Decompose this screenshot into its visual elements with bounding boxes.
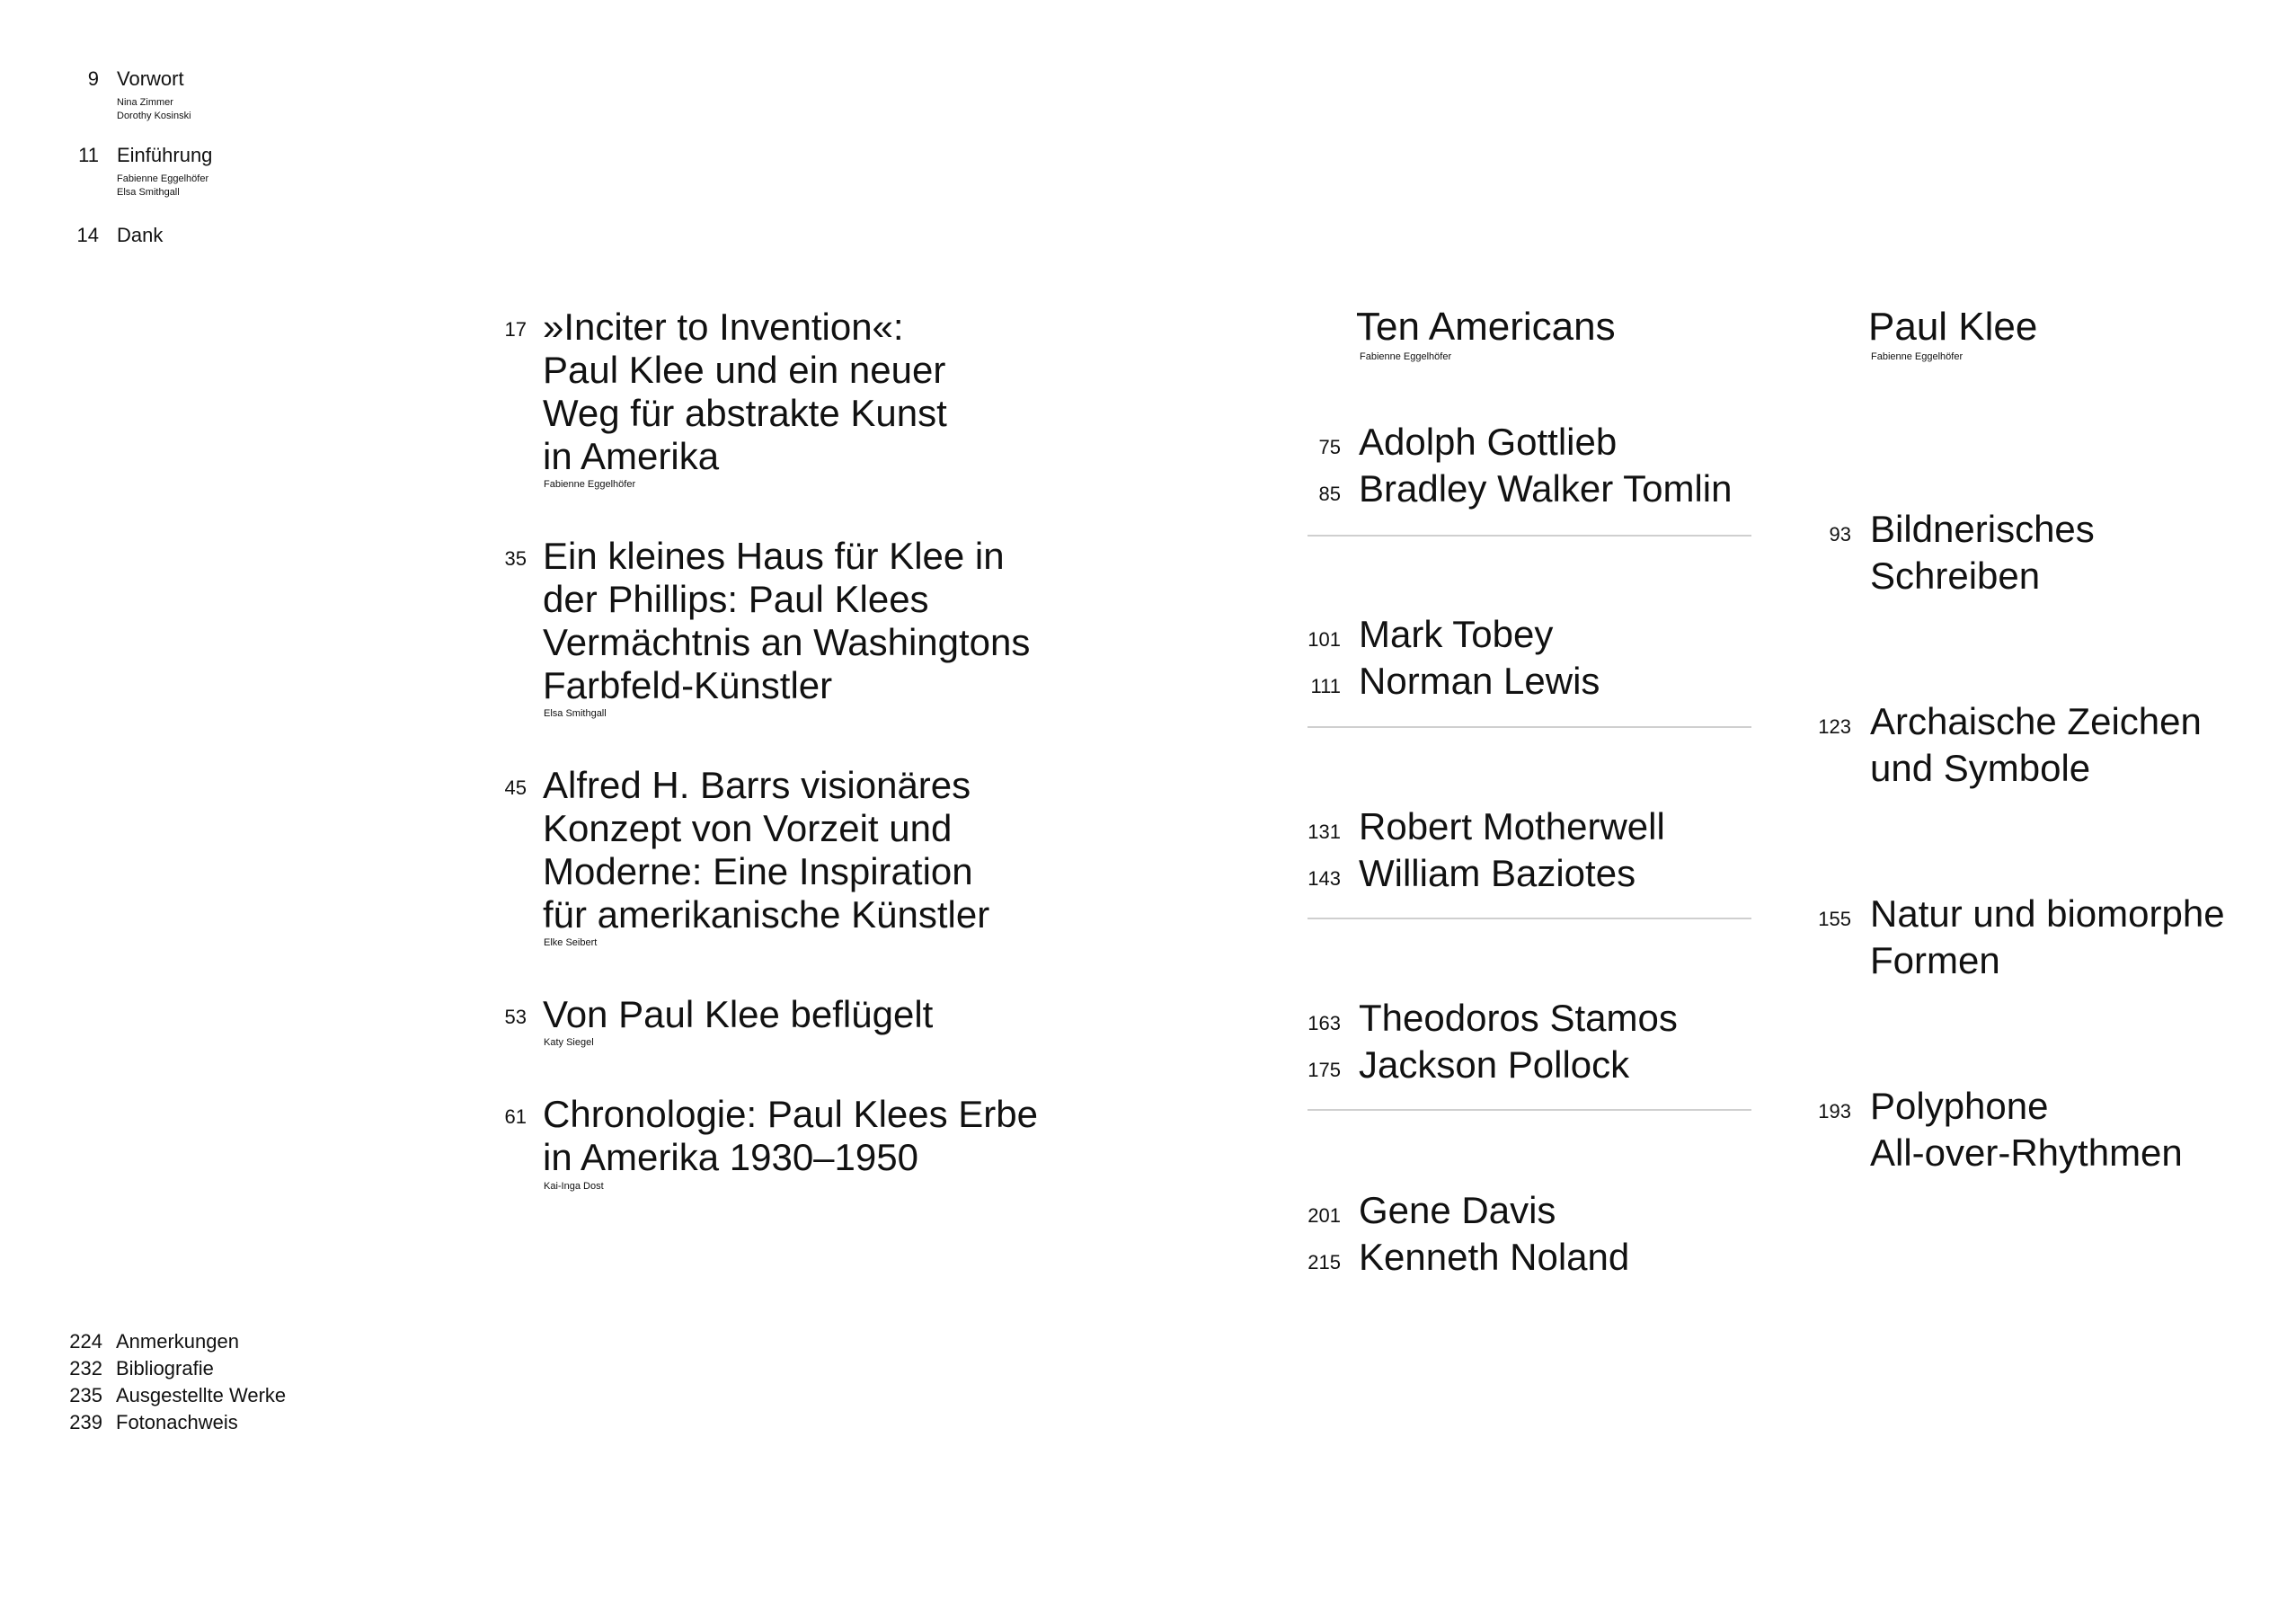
divider (1308, 535, 1751, 537)
toc-page-number: 111 (1310, 675, 1341, 697)
toc-page-number: 35 (504, 547, 527, 570)
section-heading[interactable]: Paul Klee (1868, 305, 2038, 349)
theme-title[interactable]: Natur und biomorphe Formen (1870, 892, 2225, 981)
toc-page-number: 14 (76, 224, 99, 246)
toc-entry-title[interactable]: Ausgestellte Werke (116, 1384, 287, 1406)
toc-page-number: 53 (504, 1006, 527, 1028)
toc-entry-title[interactable]: Bibliografie (116, 1357, 214, 1380)
essay-title[interactable]: Von Paul Klee beflügelt (543, 993, 934, 1035)
section-author: Fabienne Eggelhöfer (1360, 351, 1452, 362)
toc-entry-author: Elsa Smithgall (117, 187, 180, 198)
toc-page-number: 101 (1308, 628, 1341, 651)
toc-page-number: 17 (504, 318, 527, 341)
artist-name[interactable]: Norman Lewis (1359, 660, 1600, 702)
toc-page-number: 143 (1308, 867, 1341, 890)
toc-entry-author: Fabienne Eggelhöfer (117, 173, 209, 184)
toc-page-number: 175 (1308, 1059, 1341, 1081)
toc-page-number: 239 (69, 1411, 102, 1433)
essay-title[interactable]: »Inciter to Invention«: Paul Klee und ein neuer Weg für abstrakte Kunst in Amerika (543, 306, 947, 477)
artist-name[interactable]: Bradley Walker Tomlin (1359, 467, 1733, 510)
toc-page-number: 235 (69, 1384, 102, 1406)
toc-entry-author: Dorothy Kosinski (117, 111, 191, 121)
toc-page-number: 93 (1829, 523, 1851, 546)
toc-page-number: 75 (1318, 436, 1341, 458)
divider (1308, 726, 1751, 728)
essay-author: Elsa Smithgall (544, 708, 607, 719)
toc-entry-title[interactable]: Vorwort (117, 67, 184, 90)
toc-page-number: 232 (69, 1357, 102, 1380)
toc-page-number: 11 (78, 144, 99, 166)
toc-page-number: 201 (1308, 1204, 1341, 1227)
essay-author: Kai-Inga Dost (544, 1181, 604, 1192)
essay-title[interactable]: Chronologie: Paul Klees Erbe in Amerika 1930–1950 (543, 1093, 1039, 1178)
toc-page-number: 131 (1308, 821, 1341, 843)
essay-author: Fabienne Eggelhöfer (544, 479, 636, 490)
essay-author: Elke Seibert (544, 937, 598, 948)
artist-name[interactable]: Gene Davis (1359, 1189, 1556, 1231)
toc-entry-author: Nina Zimmer (117, 97, 173, 108)
toc-page-number: 193 (1818, 1100, 1851, 1122)
toc-page-number: 9 (87, 67, 99, 90)
toc-page-number: 45 (504, 776, 527, 799)
artist-name[interactable]: Kenneth Noland (1359, 1236, 1630, 1278)
section-author: Fabienne Eggelhöfer (1871, 351, 1964, 362)
toc-page-number: 215 (1308, 1251, 1341, 1273)
artist-name[interactable]: Adolph Gottlieb (1359, 421, 1618, 463)
artist-name[interactable]: Robert Motherwell (1359, 805, 1665, 847)
essay-title[interactable]: Ein kleines Haus für Klee in der Phillips: Paul Klees Vermächtnis an Washingtons Farbfeld-Künstler (543, 535, 1031, 706)
artist-name[interactable]: Theodoros Stamos (1359, 997, 1678, 1039)
artist-name[interactable]: Jackson Pollock (1359, 1043, 1630, 1086)
artist-name[interactable]: William Baziotes (1359, 852, 1636, 894)
toc-entry-title[interactable]: Fotonachweis (116, 1411, 238, 1433)
toc-page-number: 85 (1318, 483, 1341, 505)
essay-author: Katy Siegel (544, 1037, 594, 1048)
theme-title[interactable]: Archaische Zeichen und Symbole (1870, 700, 2202, 789)
toc-page-number: 224 (69, 1330, 102, 1353)
theme-title[interactable]: Polyphone All-over-Rhythmen (1870, 1085, 2183, 1174)
toc-entry-title[interactable]: Einführung (117, 144, 213, 166)
toc-page-number: 155 (1818, 908, 1851, 930)
toc-entry-title[interactable]: Dank (117, 224, 164, 246)
toc-page-number: 61 (504, 1105, 527, 1128)
artist-name[interactable]: Mark Tobey (1359, 613, 1554, 655)
divider (1308, 1109, 1751, 1111)
toc-page-number: 163 (1308, 1012, 1341, 1034)
divider (1308, 918, 1751, 919)
toc-entry-title[interactable]: Anmerkungen (116, 1330, 239, 1353)
essay-title[interactable]: Alfred H. Barrs visionäres Konzept von Vorzeit und Moderne: Eine Inspiration für amerikanische Künstler (543, 764, 990, 936)
theme-title[interactable]: Bildnerisches Schreiben (1870, 508, 2095, 597)
section-heading[interactable]: Ten Americans (1356, 305, 1616, 349)
toc-page-number: 123 (1818, 715, 1851, 738)
